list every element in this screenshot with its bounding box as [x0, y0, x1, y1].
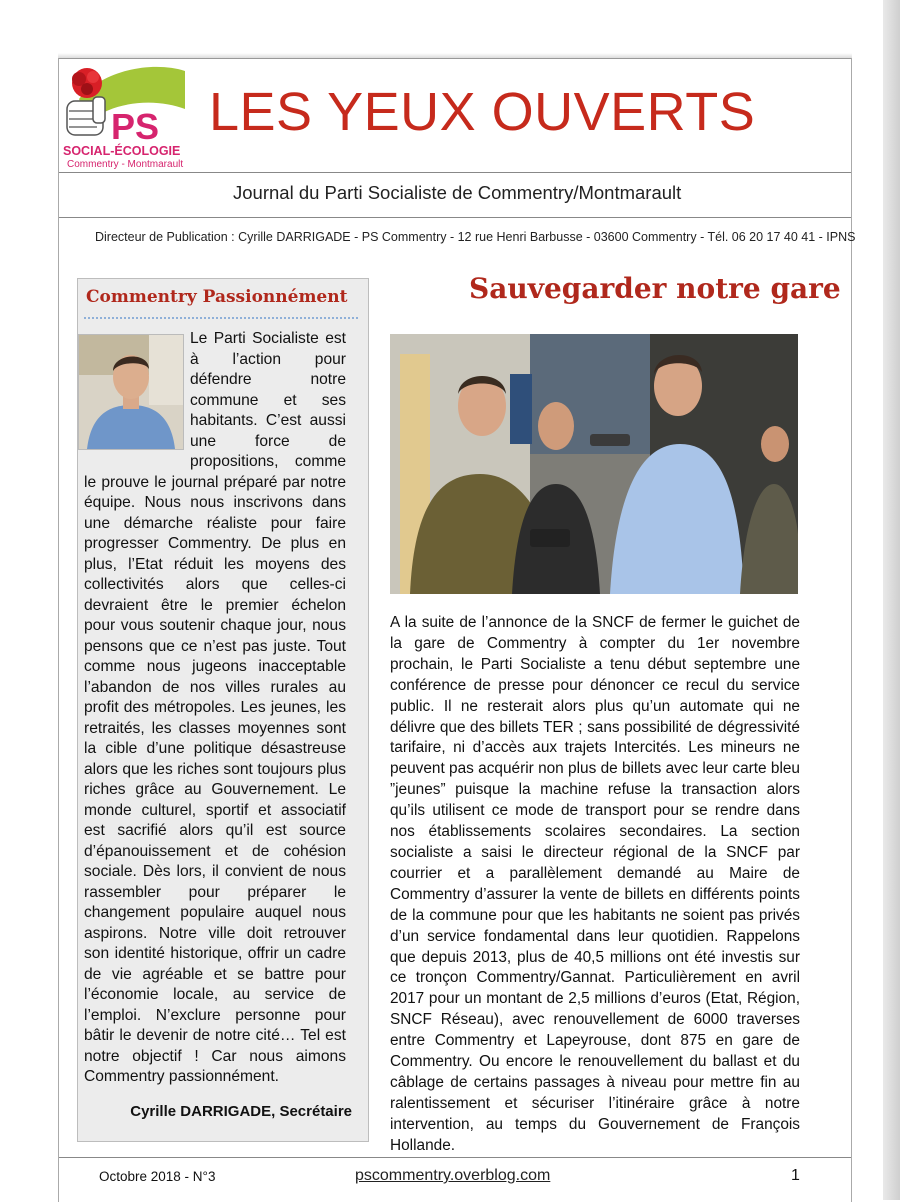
article-body: A la suite de l’annonce de la SNCF de fermer le guichet de la gare de Commentry à compter du 1er novembre prochain, le Parti Socialiste a tenu début septembre une conférence de presse pour dénoncer ce recul du service public. Il ne resterait alors plus qu’un automate qui ne délivre que des billets TER ; sans possibilité de dégressivité tarifaire, ni d’accès aux trajets Intercités. Les mineurs ne peuvent pas acquérir non plus de billets avec leur carte bleu ”jeunes” puisque la machine refuse la transaction alors qu’ils utilisent ce mode de transport pour se rendre dans nos établissements scolaires secondaires. La section socialiste a saisi le directeur régional de la SNCF par courrier et a parallèlement demandé au Maire de Commentry d’assurer la vente de billets en différents points de la commune pour que les habitants ne soient pas privés d’un service fondamental dans leur quotidien. Rappelons que depuis 2013, plus de 40,5 millions ont été investis sur ce tronçon Commentry/Gannat. Particulièrement en avril 2017 pour un montant de 2,5 millions d’euros (Etat, Région, SNCF Réseau), avec renouvellement de 6000 traverses entre Commentry et Lapeyrouse, dont 875 en gare de Commentry. Ou encore le renouvellement du ballast et du câblage de certains passages à niveau pour mettre fin au ralentissement et sécuriser l’itinéraire grâce à notre intervention, au temps du Gouvernement de François Hollande.	[390, 614, 800, 1154]
fist-icon	[67, 97, 105, 135]
footer-divider	[59, 1157, 851, 1158]
logo-tagline: SOCIAL-ÉCOLOGIE	[63, 144, 181, 158]
editorial-title: Commentry Passionnément	[86, 287, 348, 307]
press-conference-photo	[390, 334, 798, 594]
editorial-body: Le Parti Socialiste est à l’action pour défendre notre commune et ses habitants. C’est aussi une force de propositions, comme le prouve le journal préparé par notre équipe. Nous nous inscrivons dans une démarche réaliste pour faire progresser Commentry. De plus en plus, l’Etat réduit les moyens des collectivités alors que celles-ci devraient être le premier échelon pour vous soutenir chaque jour, nous pensons que ce n’est pas juste. Tout comme nous jugeons inacceptable l’abandon de nos villes rurales au profit des métropoles. Les jeunes, les retraités, les classes moyennes sont la cible d’une politique désastreuse alors que les riches sont toujours plus riches grâce au Gouvernement. Le monde culturel, sportif et associatif est sacrifié alors qu’il est source d’épanouissement et de cohésion sociale. Dès lors, il convient de nous rassembler pour préparer le changement populaire auquel nous aspirons. Notre ville doit retrouver son identité historique, offrir un cadre de vie agréable et se battre pour l’économie locale, au service de l’emploi. N’exclure personne pour bâtir le devenir de notre cité… Tel est notre objectif ! Car nous aimons Commentry passionnément.	[84, 330, 346, 1085]
editorial-signature: Cyrille DARRIGADE, Secrétaire	[130, 1103, 352, 1120]
newspaper-subtitle: Journal du Parti Socialiste de Commentry/Montmarault	[233, 182, 682, 203]
newsletter-page	[58, 57, 856, 1202]
rose-icon	[72, 68, 102, 98]
website-link[interactable]: pscommentry.overblog.com	[355, 1167, 551, 1184]
ps-logo	[59, 59, 185, 171]
editorial-sidebar	[77, 278, 369, 1142]
subtitle-divider	[59, 217, 851, 218]
editorial-text	[84, 329, 346, 1088]
newspaper-title: LES YEUX OUVERTS	[209, 82, 756, 142]
page-edge-shadow	[883, 0, 900, 1200]
header-divider	[59, 172, 851, 173]
article-title: Sauvegarder notre gare	[469, 272, 841, 305]
logo-ps-text: PS	[111, 106, 160, 147]
dotted-divider	[84, 317, 358, 319]
issue-info: Octobre 2018 - N°3	[99, 1169, 216, 1184]
publication-credits: Directeur de Publication : Cyrille DARRIGADE - PS Commentry - 12 rue Henri Barbusse - 03600 Commentry - Tél. 06 20 17 40 41 - IPNS	[95, 230, 856, 244]
page-number: 1	[791, 1167, 800, 1184]
logo-location: Commentry - Montmarault	[67, 159, 184, 170]
